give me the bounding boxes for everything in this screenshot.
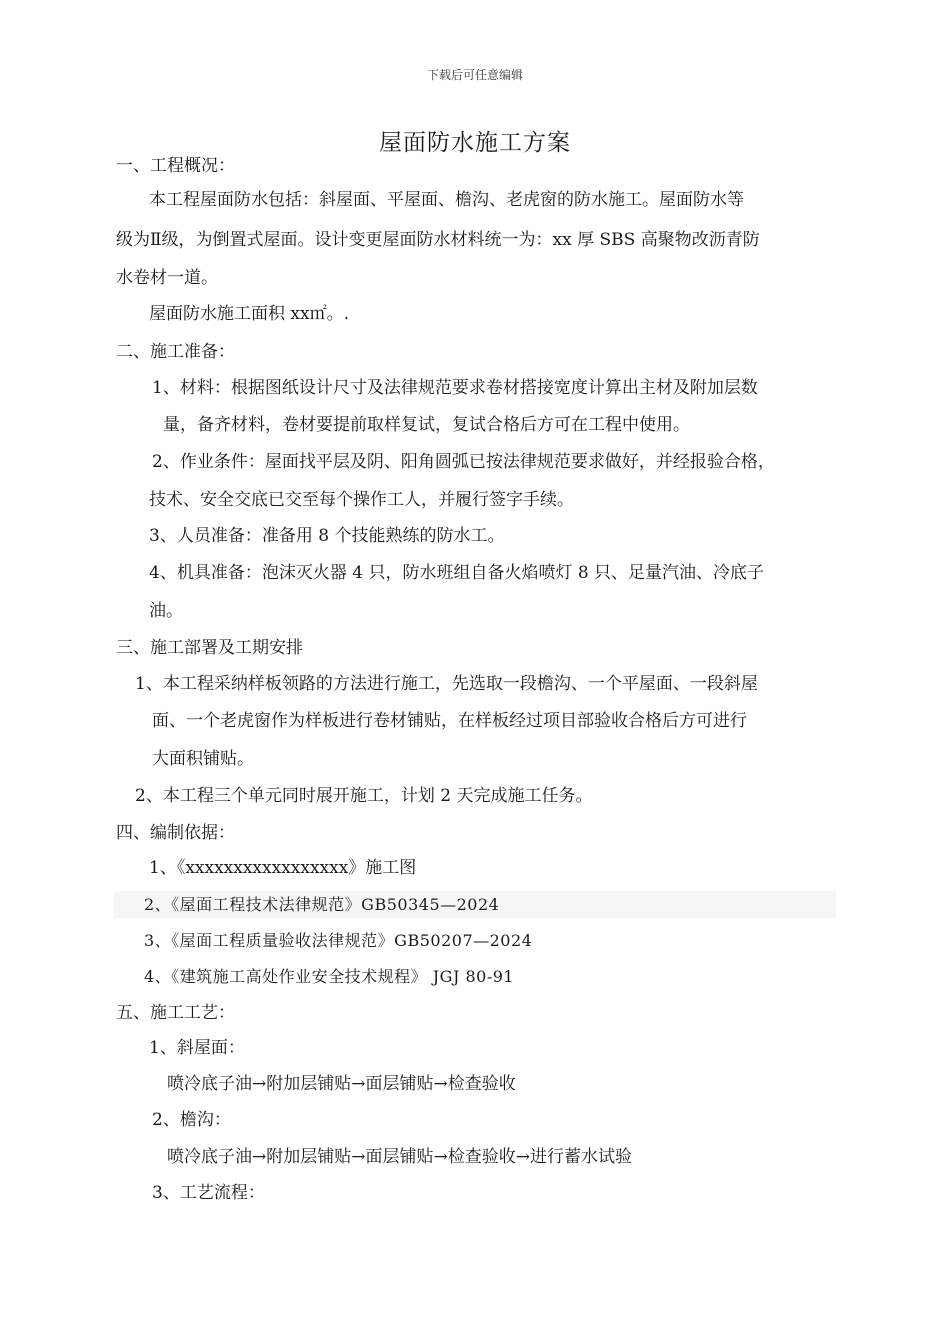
- section-heading: 一、工程概况：: [116, 156, 235, 176]
- reference-item: 2、《屋面工程技术法律规范》GB50345—2024: [144, 895, 500, 914]
- paragraph-line: 屋面防水施工面积 xx㎡。.: [149, 304, 349, 324]
- section-heading: 三、施工部署及工期安排: [116, 638, 303, 658]
- paragraph-line: 1、本工程采纳样板领路的方法进行施工，先选取一段檐沟、一个平屋面、一段斜屋: [135, 674, 758, 694]
- paragraph-line: 1、材料：根据图纸设计尺寸及法律规范要求卷材搭接宽度计算出主材及附加层数: [152, 378, 758, 398]
- paragraph-line: 2、檐沟：: [152, 1110, 231, 1130]
- paragraph-line: 3、人员准备：准备用 8 个技能熟练的防水工。: [149, 526, 505, 546]
- paragraph-line: 级为Ⅱ级，为倒置式屋面。设计变更屋面防水材料统一为：xx 厚 SBS 高聚物改沥青防: [116, 230, 760, 250]
- section-heading: 四、编制依据：: [116, 823, 235, 843]
- paragraph-line: 面、一个老虎窗作为样板进行卷材铺贴，在样板经过项目部验收合格后方可进行: [152, 711, 747, 731]
- paragraph-line: 2、作业条件：屋面找平层及阴、阳角圆弧已按法律规范要求做好，并经报验合格，: [152, 452, 775, 472]
- process-flow: 喷冷底子油→附加层铺贴→面层铺贴→检查验收→进行蓄水试验: [167, 1147, 632, 1167]
- document-title: 屋面防水施工方案: [379, 130, 571, 156]
- page-header-note: 下载后可任意编辑: [426, 68, 523, 82]
- paragraph-line: 本工程屋面防水包括：斜屋面、平屋面、檐沟、老虎窗的防水施工。屋面防水等: [149, 190, 744, 210]
- paragraph-line: 技术、安全交底已交至每个操作工人，并履行签字手续。: [149, 490, 574, 510]
- paragraph-line: 3、工艺流程：: [152, 1183, 265, 1203]
- paragraph-line: 量，备齐材料，卷材要提前取样复试，复试合格后方可在工程中使用。: [163, 415, 690, 435]
- process-flow: 喷冷底子油→附加层铺贴→面层铺贴→检查验收: [167, 1074, 516, 1094]
- paragraph-line: 水卷材一道。: [116, 268, 218, 288]
- paragraph-line: 2、本工程三个单元同时展开施工，计划 2 天完成施工任务。: [135, 786, 593, 806]
- reference-item: 3、《屋面工程质量验收法律规范》GB50207—2024: [144, 931, 533, 950]
- paragraph-line: 4、机具准备：泡沫灭火器 4 只，防水班组自备火焰喷灯 8 只、足量汽油、冷底子: [149, 563, 765, 583]
- reference-item: 1、《xxxxxxxxxxxxxxxxx》施工图: [149, 858, 417, 878]
- paragraph-line: 大面积铺贴。: [152, 749, 254, 769]
- paragraph-line: 油。: [149, 601, 183, 621]
- section-heading: 二、施工准备：: [116, 342, 235, 362]
- section-heading: 五、施工工艺：: [116, 1003, 235, 1023]
- reference-item: 4、《建筑施工高处作业安全技术规程》 JGJ 80-91: [144, 967, 515, 986]
- paragraph-line: 1、斜屋面：: [149, 1038, 245, 1058]
